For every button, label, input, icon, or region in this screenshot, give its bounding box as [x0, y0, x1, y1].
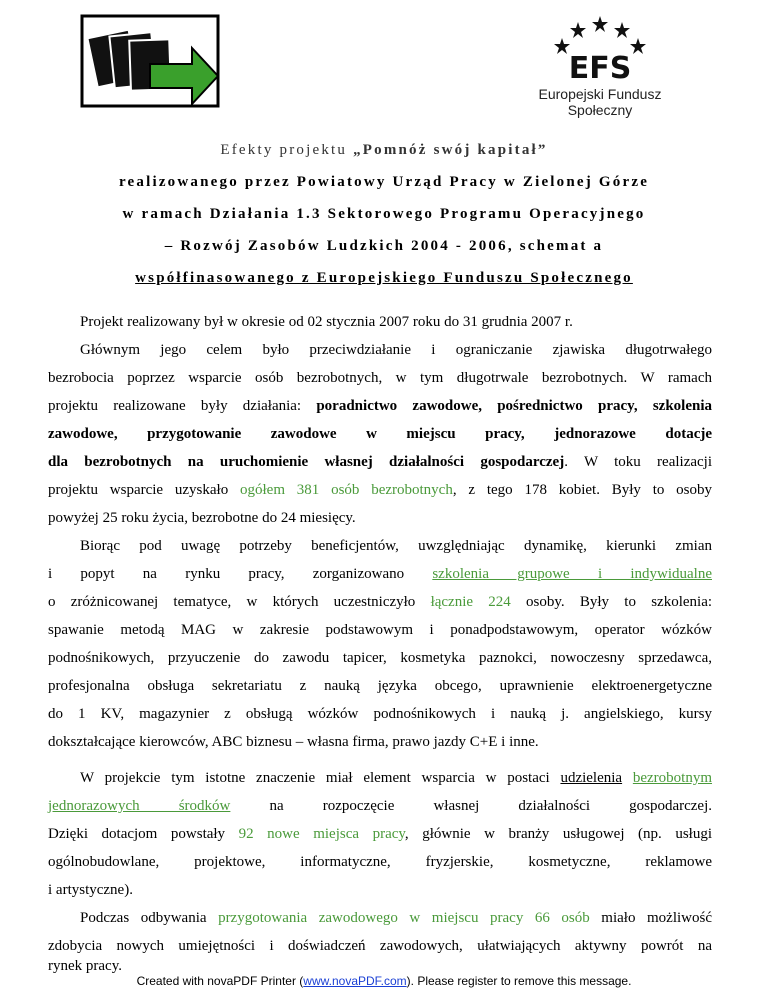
paragraph-2-line-1: Głównym jego celem było przeciwdziałanie i ograniczanie zjawiska długotrwałego [80, 342, 712, 358]
paragraph-2-line-5 [48, 448, 712, 476]
highlight-span: bezrobotnym [632, 770, 713, 786]
title-prefix: Efekty projektu [220, 142, 348, 158]
project-logo [80, 12, 230, 112]
paragraph-2-line-3 [48, 392, 712, 420]
footer-text: ). Please register to remove this message. [406, 974, 632, 988]
text-span: projektu realizowane były działania: [48, 398, 302, 414]
paragraph-3-line-6: profesjonalna obsługa sekretariatu z nauką języka obcego, uprawnienie elektroenergetyczne [48, 678, 712, 694]
bold-span: poradnictwo zawodowe, pośrednictwo pracy, szkolenia [316, 398, 712, 414]
title-line-5: współfinasowanego z Europejskiego Funduszu Społecznego [135, 270, 633, 286]
paragraph-4-line-3 [48, 820, 712, 848]
text-span: Podczas odbywania [80, 910, 207, 926]
paragraph-4-line-2 [48, 792, 712, 820]
paragraph-4-line-5: i artystyczne). [48, 882, 133, 898]
text-span: . W toku realizacji [564, 454, 712, 470]
underlined-span: udzielenia [560, 770, 623, 786]
paragraph-5-line-1 [48, 904, 712, 932]
paragraph-3-line-7: do 1 KV, magazynier z obsługą wózków podnośnikowych i nauką j. angielskiego, kursy [48, 706, 712, 722]
highlight-span: szkolenia grupowe i indywidualne [432, 566, 712, 582]
text-span: i popyt na rynku pracy, zorganizowano [48, 566, 405, 582]
paragraph-3-line-8: dokształcające kierowców, ABC biznesu – własna firma, prawo jazdy C+E i inne. [48, 734, 539, 750]
title-line-4: – Rozwój Zasobów Ludzkich 2004 - 2006, schemat a [164, 238, 604, 254]
highlight-span: jednorazowych środków [48, 798, 231, 814]
paragraph-3-line-1: Biorąc pod uwagę potrzeby beneficjentów, uwzględniając dynamikę, kierunki zmian [80, 538, 712, 554]
paragraph-1: Projekt realizowany był w okresie od 02 stycznia 2007 roku do 31 grudnia 2007 r. [80, 314, 573, 330]
text-span: projektu wsparcie uzyskało [48, 482, 229, 498]
paragraph-2-line-4: zawodowe, przygotowanie zawodowe w miejscu pracy, jednorazowe dotacje [48, 426, 712, 442]
paragraph-5-line-3: rynek pracy. [48, 958, 122, 974]
eu-stars-icon [510, 12, 690, 84]
paragraph-2-line-7: powyżej 25 roku życia, bezrobotne do 24 miesięcy. [48, 510, 356, 526]
footer-text: Created with novaPDF Printer ( [136, 974, 304, 988]
paragraph-3-line-5: podnośnikowych, przyuczenie do zawodu tapicer, kosmetyka paznokci, nowoczesny sprzedawca, [48, 650, 712, 666]
text-span: Dzięki dotacjom powstały [48, 826, 226, 842]
title-line-1 [40, 142, 728, 159]
highlight-span: przygotowania zawodowego w miejscu pracy 66 osób [218, 910, 590, 926]
paragraph-4-line-1 [48, 764, 712, 792]
cards-arrow-icon [80, 12, 230, 112]
title-line-3: w ramach Działania 1.3 Sektorowego Programu Operacyjnego [122, 206, 646, 222]
novapdf-link[interactable]: www.novaPDF.com [303, 974, 407, 988]
text-span: na rozpoczęcie własnej działalności gospodarczej. [269, 798, 713, 814]
text-span: miało możliwość [601, 910, 712, 926]
text-span: osoby. Były to szkolenia: [526, 594, 713, 610]
paragraph-4-line-4: ogólnobudowlane, projektowe, informatyczne, fryzjerskie, kosmetyczne, reklamowe [48, 854, 712, 870]
highlight-span: ogółem 381 osób bezrobotnych [240, 482, 453, 498]
efs-subtitle: Europejski Fundusz Społeczny [538, 86, 662, 118]
highlight-span: łącznie 224 [430, 594, 511, 610]
paragraph-2-line-2: bezrobocia poprzez wsparcie osób bezrobotnych, w tym długotrwale bezrobotnych. W ramach [48, 370, 712, 386]
text-span: o zróżnicowanej tematyce, w których uczestniczyło [48, 594, 416, 610]
text-span: W projekcie tym istotne znaczenie miał element wsparcia w postaci [80, 770, 550, 786]
title-line-2: realizowanego przez Powiatowy Urząd Pracy w Zielonej Górze [118, 174, 650, 190]
efs-logo [510, 12, 690, 118]
bold-span: dla bezrobotnych na uruchomienie własnej działalności gospodarczej [48, 454, 565, 470]
paragraph-3-line-2 [48, 560, 712, 588]
text-span: , z tego 178 kobiet. Były to osoby [452, 482, 713, 498]
project-name: „Pomnóż swój kapitał” [353, 142, 548, 158]
text-span: , głównie w branży usługowej (np. usługi [404, 826, 713, 842]
paragraph-2-line-6 [48, 476, 712, 504]
paragraph-3-line-4: spawanie metodą MAG w zakresie podstawowym i ponadpodstawowym, operator wózków [48, 622, 712, 638]
paragraph-5-line-2: zdobycia nowych umiejętności i doświadczeń zawodowych, ułatwiających aktywny powrót na [48, 938, 712, 954]
highlight-span: 92 nowe miejsca pracy [238, 826, 405, 842]
efs-logo-text: EFS [568, 51, 632, 84]
pdf-watermark-footer [0, 974, 768, 988]
paragraph-3-line-3 [48, 588, 712, 616]
